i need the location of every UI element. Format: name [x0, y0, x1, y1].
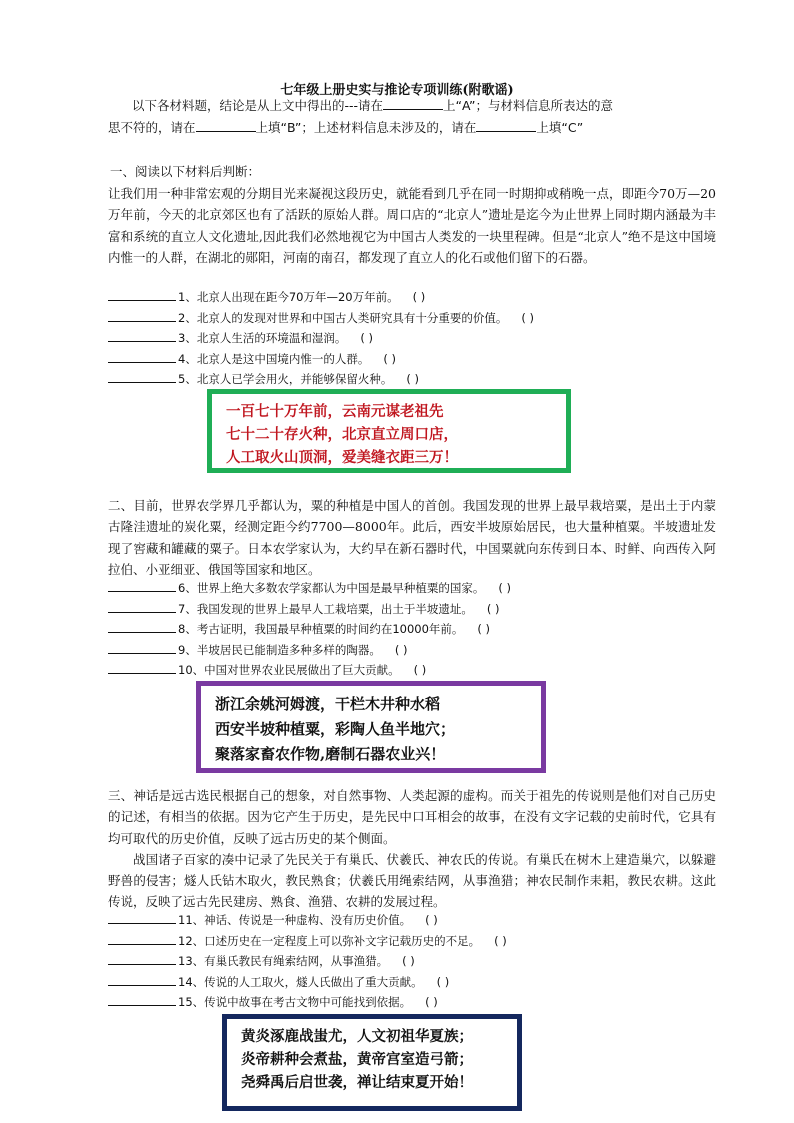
instructions-text-4: 上填“B”；上述材料信息未涉及的，请在 [255, 120, 477, 135]
answer-paren[interactable]: ( ) [406, 372, 419, 387]
answer-paren[interactable]: ( ) [383, 351, 396, 366]
answer-blank[interactable] [108, 660, 176, 674]
question-8 [108, 619, 728, 640]
question-7 [108, 599, 728, 620]
instructions-line2 [108, 117, 690, 139]
answer-paren[interactable]: ( ) [360, 331, 373, 346]
instructions-text-3: 思不符的，请在 [108, 120, 196, 135]
question-11 [108, 910, 728, 931]
answer-blank[interactable] [108, 910, 176, 924]
blank-line [383, 96, 443, 110]
verse-line: 尧舜禹后启世袭，禅让结束夏开始！ [241, 1074, 473, 1091]
question-5 [108, 369, 728, 390]
answer-paren[interactable]: ( ) [494, 933, 507, 948]
verse-line: 七十二十存火种，北京直立周口店， [226, 426, 458, 443]
verse-line: 人工取火山顶洞，爱美缝衣距三万！ [226, 449, 458, 466]
section3-material [108, 785, 716, 913]
answer-blank[interactable] [108, 599, 176, 613]
answer-paren[interactable]: ( ) [412, 290, 426, 304]
section3-questions [108, 910, 728, 1013]
question-10 [108, 660, 728, 681]
question-text: 12、口述历史在一定程度上可以弥补文字记载历史的不足。 [178, 933, 481, 948]
section2-material [108, 495, 716, 580]
section1-questions [108, 287, 728, 390]
page-title: 七年级上册史实与推论专项训练(附歌谣) [280, 83, 514, 98]
answer-blank[interactable] [108, 349, 176, 363]
answer-blank[interactable] [108, 640, 176, 654]
instructions [108, 95, 690, 117]
mnemonic-verse-box-3 [222, 1014, 522, 1111]
section1-material [108, 183, 716, 268]
answer-blank[interactable] [108, 972, 176, 986]
question-6 [108, 578, 728, 599]
question-text: 1、北京人出现在距今70万年—20万年前。 [178, 290, 399, 304]
mnemonic-verse-box-2 [196, 681, 546, 773]
question-text: 13、有巢氏教民有绳索结网，从事渔猎。 [178, 954, 389, 969]
question-14 [108, 972, 728, 993]
verse-line: 西安半坡种植粟，彩陶人鱼半地穴； [215, 720, 456, 738]
section1-paragraph: 让我们用一种非常宏观的分期目光来凝视这段历史，就能看到几乎在同一时期抑或稍晚一点，即距今70万—20万年前，今天的北京郊区也有了活跃的原始人群。周口店的“北京人”遗址是迄今为止世界上同时期内涵最为丰富和系统的直立人文化遗址,因此我们必然地视它为中国古人类发的一块里程碑。但是“北京人”绝不是这中国境内惟一的人群，在湖北的郧阳，河南的南召，都发现了直立人的化石或他们留下的石器。 [108, 186, 716, 265]
answer-blank[interactable] [108, 328, 176, 342]
question-15 [108, 992, 728, 1013]
section3-paragraph-2: 战国诸子百家的凑中记录了先民关于有巢氏、伏羲氏、神农氏的传说。有巢氏在树木上建造巢穴，以躲避野兽的侵害；燧人氏钻木取火，教民熟食；伏羲氏用绳索结网，从事渔猎；神农民制作耒耜，教民农耕。这此传说，反映了远古先民建房、熟食、渔猎、农耕的发展过程。 [108, 851, 716, 910]
question-text: 11、神话、传说是一种虚构、没有历史价值。 [178, 913, 412, 927]
verse-line: 浙江余姚河姆渡，干栏木井种水稻 [215, 695, 441, 713]
answer-blank[interactable] [108, 931, 176, 945]
section3-paragraph-1: 三、神话是远古选民根据自己的想象，对自然事物、人类起源的虚构。而关于祖先的传说则是他们对自己历史的记述，有相当的依据。因为它产生于历史，是先民中口耳相会的故事，在没有文字记载的史前时代，它具有均可取代的历史价值，反映了远古历史的某个侧面。 [108, 788, 716, 846]
blank-line [196, 118, 256, 132]
question-9 [108, 640, 728, 661]
question-text: 3、北京人生活的环境温和湿润。 [178, 331, 347, 346]
answer-paren[interactable]: ( ) [436, 974, 450, 989]
verse-line: 一百七十万年前，云南元谋老祖先 [226, 403, 444, 420]
answer-paren[interactable]: ( ) [477, 622, 491, 637]
question-1 [108, 287, 728, 308]
answer-blank[interactable] [108, 287, 176, 301]
answer-paren[interactable]: ( ) [498, 581, 511, 595]
question-4 [108, 349, 728, 370]
question-12 [108, 931, 728, 952]
section1-heading: 一、阅读以下材料后判断： [110, 164, 261, 179]
instructions-text-1: 以下各材料题，结论是从上文中得出的---请在 [132, 98, 384, 113]
question-text: 2、北京人的发现对世界和中国古人类研究具有十分重要的价值。 [178, 310, 508, 325]
section2-paragraph: 二、目前，世界农学界几乎都认为，粟的种植是中国人的首创。我国发现的世界上最早栽培粟，是出土于内蒙古隆洼遗址的炭化粟，经测定距今约7700—8000年。此后，西安半坡原始居民，也大量种植粟。半坡遗址发现了窖藏和罐藏的粟子。日本农学家认为，大约早在新石器时代，中国粟就向东传到日本、时鲜、向西传入阿拉伯、小亚细亚、俄国等国家和地区。 [108, 498, 716, 577]
instructions-text-5: 上填“C” [536, 120, 584, 135]
question-text: 9、半坡居民已能制造多种多样的陶器。 [178, 642, 381, 657]
question-3 [108, 328, 728, 349]
answer-blank[interactable] [108, 578, 176, 592]
question-text: 7、我国发现的世界上最早人工栽培粟，出土于半坡遗址。 [178, 601, 473, 616]
question-2 [108, 308, 728, 329]
answer-paren[interactable]: ( ) [402, 954, 415, 969]
question-text: 14、传说的人工取火，燧人氏做出了重大贡献。 [178, 974, 423, 989]
answer-paren[interactable]: ( ) [413, 663, 427, 678]
verse-line: 黄炎涿鹿战蚩尤，人文初祖华夏族； [241, 1028, 473, 1045]
question-text: 8、考古证明，我国最早种植粟的时间约在10000年前。 [178, 622, 464, 637]
question-text: 10、中国对世界农业民展做出了巨大贡献。 [178, 663, 400, 678]
blank-line [476, 118, 536, 132]
answer-blank[interactable] [108, 369, 176, 383]
answer-paren[interactable]: ( ) [425, 995, 438, 1010]
question-text: 15、传说中故事在考古文物中可能找到依据。 [178, 995, 412, 1010]
answer-blank[interactable] [108, 992, 176, 1006]
answer-paren[interactable]: ( ) [394, 642, 408, 657]
answer-blank[interactable] [108, 619, 176, 633]
section2-questions [108, 578, 728, 681]
question-text: 6、世界上绝大多数农学家都认为中国是最早种植粟的国家。 [178, 581, 485, 595]
answer-blank[interactable] [108, 951, 176, 965]
answer-paren[interactable]: ( ) [425, 913, 438, 927]
answer-paren[interactable]: ( ) [486, 601, 500, 616]
answer-paren[interactable]: ( ) [521, 310, 534, 325]
question-text: 4、北京人是这中国境内惟一的人群。 [178, 351, 370, 366]
question-text: 5、北京人已学会用火，并能够保留火种。 [178, 372, 393, 387]
instructions-text-2: 上“A”；与材料信息所表达的意 [443, 98, 614, 113]
verse-line: 聚落家畜农作物,磨制石器农业兴！ [215, 745, 446, 763]
question-13 [108, 951, 728, 972]
mnemonic-verse-box-1 [207, 389, 571, 473]
answer-blank[interactable] [108, 308, 176, 322]
verse-line: 炎帝耕种会煮盐，黄帝宫室造弓箭； [241, 1051, 473, 1068]
